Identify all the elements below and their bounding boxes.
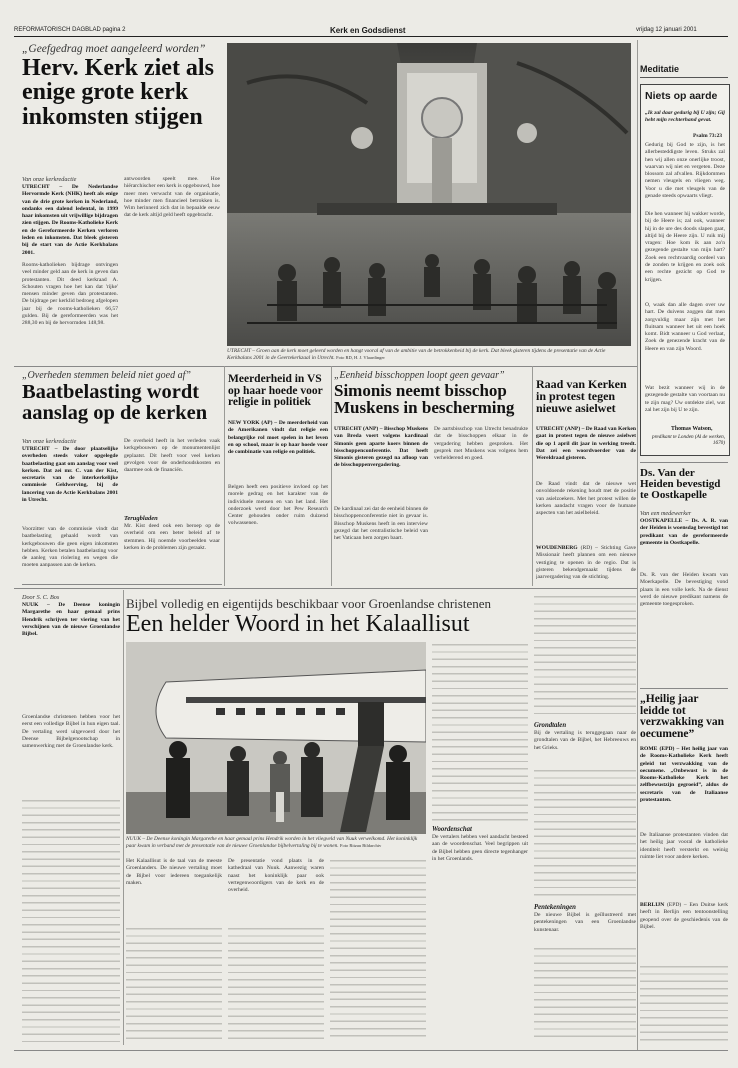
article3-lead: NEW YORK (AP) – De meerderheid van de Amerikanen vindt dat religie een belangrijke rol moet spelen in het leven en op school, maar is op haar hoede voor de combinatie van religie en politiek. [228,420,328,456]
article9-subhead-a: Woordenschat [432,826,472,833]
article6-byline: Van een medewerker [640,510,692,517]
article1-kicker: „Geefgedrag moet aangeleerd worden” [22,43,206,55]
meditatie-label: Meditatie [640,64,680,74]
article2-lead: UTRECHT – De door plaatselijke overheden steeds vaker opgelegde baatbelasting gaat om aanslag voor veel kerken. Dat zei mr. C. van der Kist, secretaris van de interkerkelijke commissie Geldwerving, bij de lancering van de Actie Kerkbalans 2001 in Utrecht. [22,446,118,504]
article2-body-b: De overheid heeft in het verleden vaak kerkgebouwen op de monumentenlijst geplaatst. Dit heeft voor veel kerken gevolgen voor de onderhoudskosten en daarmee ook de financiën. [124,438,220,474]
meditatie-author-note: predikant te Londen (Al de werken, 1670) [652,434,725,446]
church-interior-photo [227,43,631,346]
article2-bottom-rule [22,584,222,585]
article6-headline: Ds. Van der Heiden bevestigd te Oostkapelle [640,467,721,502]
article5-brief: WOUDENBERG (RD) – Stichting Gave Missionair heeft plannen om een nieuwe vestiging te openen in de regio. Dat is gisteren bekendgemaakt tijdens de jaarvergadering van de stichting. [536,545,636,581]
right-col-rule-2 [640,688,728,689]
article4-body-a: De kardinaal zei dat de eenheid binnen de bisschoppenconferentie niet in gevaar is. Bisschop Muskens heeft in een interview gezegd dat het centralistische beleid van het Vaticaan hem zorgen baart. [334,506,428,542]
article1-photo-caption: UTRECHT – Groen aan de kerk moet geleerd worden en hangt vooral af van de ambitie van de betrokkenheid bij de kerk. Dat bleek gisteren tijdens de presentatie van de Actie Kerkbalans 2001 in de Geertekerkzaal in Utrecht. Foto RD, H. J. Vlaardinger [227,348,606,361]
article3-body: Belgen heeft een positieve invloed op het morele gedrag en het karakter van de individuele mensen en van het land. Het onderzoek werd door het Pew Research Center gehouden onder ruim duizend volwassenen. [228,484,328,527]
article7-brief: BERLIJN (EPD) – Een Duitse kerk heeft in Berlijn een tentoonstelling geopend over de geschiedenis van de Bijbel. [640,902,728,930]
article7-body: De Italiaanse protestanten vinden dat het heilig jaar vooral de katholieke identiteit heeft versterkt en weinig ruimte liet voor andere kerken. [640,832,728,860]
article3-headline: Meerderheid in VS op haar hoede voor religie in politiek [228,373,323,409]
section-title: Kerk en Godsdienst [330,26,406,35]
article9-headline: Een helder Woord in het Kalaallisut [126,611,470,637]
airport-arrival-photo [126,642,426,834]
article2-body-c: Mr. Kist deed ook een beroep op de overheid om een beter beleid af te stemmen. Hij noemde voorbeelden waar kerken in de problemen zijn geraakt. [124,523,220,551]
article2-headline: Baatbelasting wordt aanslag op de kerken [22,381,208,424]
article2-byline: Van onze kerkredactie [22,438,77,445]
meditatie-par-3: O, waak dan alle dagen over uw hart. De duivens zoggen dat men zorgvuldig maar zijn met het fluitsam wanneer het uit een hoek komt. Bidt wanneer u God verlaat, Zoek de genezende kracht van de Heere en van zijn Woord. [645,302,725,352]
article7-lead: ROME (EPD) – Het heilig jaar van de Rooms-Katholieke Kerk heeft geleid tot verzwakking van de oecumene. „Onbewust is in de Rooms-Katholieke Kerk het zelfbewustzijn gegroeid”, aldus de secretaris van de Italiaanse protestanten. [640,746,728,804]
article9-col4-text [432,642,528,822]
article9-kicker: Bijbel volledig en eigentijds beschikbaar voor Groenlandse christenen [126,596,491,611]
column-divider [532,366,533,586]
airport-arrival-illustration [126,642,426,834]
column-divider [224,366,225,586]
article8-body: Groenlandse christenen hebben voor het eerst een volledige Bijbel in hun eigen taal. De vertaling werd uitgevoerd door het Deense Bijbelgenootschap in samenwerking met de Groenlandse kerk. [22,714,120,750]
article2-subhead: Terugbladen [124,515,158,522]
article9-subhead-b: Grondtalen [534,722,567,729]
article6-body: Ds. R. van der Heiden kwam van Moerkapelle. De bevestiging vond plaats in een volle kerk. Na de dienst werd de nieuwe predikant namens de gemeente toegesproken. [640,572,728,608]
article2-kicker: „Overheden stemmen beleid niet goed af” [22,370,191,381]
article9-body-a: Het Kalaallisut is de taal van de meeste Groenlanders. De nieuwe vertaling moet de Bijbel voor iedereen toegankelijk maken. [126,858,222,886]
article5-headline: Raad van Kerken in protest tegen nieuwe asielwet [536,377,627,416]
meditatie-author: Thomas Watson, [671,426,713,432]
article4-lead: UTRECHT (ANP) – Bisschop Muskens van Breda voert volgens kardinaal Simonis geen aparte koers binnen de bisschoppenconferentie. Dat heeft Simonis gisteren gezegd na afloop van de bisschoppenvergadering. [334,426,428,469]
header-rule [14,36,728,37]
article9-col5c-text [534,946,636,1042]
article9-subhead-c: Pentekeningen [534,904,576,911]
meditatie-par-4: Wat bezit wanneer wij in de gezegende gestalte van voortaan nu te zijn mag? Uw ontdekte ziel, wat zal het zijn bij U te zijn. [645,385,725,413]
article1-body-a: Rooms-katholieken bijdrage ontvingen veel minder geld aan de kerk in geven dan protestanten. Dit deed kerkraad A. Schouten vragen hoe het kan dat 'rijke' mensen minder geven dan protestanten. De bijdrage per kerklid bedroeg afgelopen jaar bij de rooms-katholieken 66,57 gulden. Bij de gereformeerden was het 288,30 en bij de hervormden 148,98. [22,262,118,327]
article8-continued-text [22,798,120,1042]
meditatie-ref: Psalm 73:23 [693,133,723,139]
article6-lead: OOSTKAPELLE – Ds. A. R. van der Heiden is woensdag bevestigd tot predikant van de gereformeerde gemeente in Oostkapelle. [640,518,728,546]
article4-headline: Simonis neemt bisschop Muskens in bescherming [334,381,515,418]
column-divider [331,366,332,586]
article8-byline: Door S. C. Bos [22,594,60,601]
article7-continued-text [640,964,728,1044]
row-divider [14,366,638,367]
meditatie-rule [640,77,728,78]
column-divider [637,40,638,1050]
article4-body-b: De aartsbisschop van Utrecht benadrukte dat de bisschoppen elkaar in de vergadering hebben gesproken. Het gesprek met Muskens was volgens hem verhelderend en goed. [434,426,528,462]
church-interior-illustration [227,43,631,346]
header-right: vrijdag 12 januari 2001 [636,27,697,33]
meditatie-quote: „Ik zal daar gedurig bij U zijn; Gij hebt mijn rechterhand gevat. [645,110,725,124]
article5-lead: UTRECHT (ANP) – De Raad van Kerken gaat in protest tegen de nieuwe asielwet die op 1 april dit jaar in werking treedt. Dat zei een woordvoerder van de Wereldraad gisteren. [536,426,636,462]
article4-kicker: „Eenheid bisschoppen loopt geen gevaar” [334,370,505,381]
article9-body-e: De nieuwe Bijbel is geïllustreerd met pentekeningen van een Groenlandse kunstenaar. [534,912,636,933]
article1-lead: UTRECHT – De Nederlandse Hervormde Kerk (NHK) heeft als enige van de drie grote kerken in Nederland, ondanks een dalend ledental, in 1999 haar inkomsten uit vrijwillige bijdragen zien stijgen. De Rooms-Katholieke Kerk en de Gereformeerde Kerken verloren leden en inkomsten. Dat bleek gisteren bij de start van de Actie Kerkbalans 2001. [22,184,118,256]
article9-photo-caption: NUUK – De Deense koningin Margarethe en haar gemaal prins Hendrik worden in het vliegveld van Nuuk verwelkomd. Het koninklijk paar kwam in verband met de presentatie van de nieuwe Groenlandse bijbelvertaling bij te wonen. Foto Ritzau Bildarchiv [126,836,418,849]
meditatie-title: Niets op aarde [645,90,718,102]
article9-body-d: Bij de vertaling is teruggegaan naar de grondtalen van de Bijbel, het Hebreeuws en het Grieks. [534,730,636,751]
article2-body-a: Voorzitter van de commissie vindt dat baatbelasting gehaald wordt van kerkgebouwen die geen eigen inkomsten hebben. Kerken betalen baatbelasting voor de aanleg van riolering en wegen die moeten aanpassen aan de kerken. [22,526,118,569]
article5-body: De Raad vindt dat de nieuwe wet onvoldoende rekening houdt met de positie van asielzoekers. Met het protest willen de kerken aandacht vragen voor de humane aspecten van het asielbeleid. [536,481,636,517]
article9-body-b: De presentatie vond plaats in de kathedraal van Nuuk. Aanwezig waren naast het koninklijk paar ook vertegenwoordigers van de kerk en de overheid. [228,858,324,894]
article9-col3-text [330,858,426,1042]
article9-col5-text [534,594,636,718]
bottom-row-divider [14,588,638,589]
right-col-rule-1 [640,462,728,463]
column-divider [123,590,124,1045]
article1-headline: Herv. Kerk ziet als enige grote kerk inkomsten stijgen [22,55,214,130]
article1-body-b: antwoorden speelt mee. Hoe hiërarchischer een kerk is opgebouwd, hoe meer men verwacht van de organisatie, hoe minder men financieel betrokken is. Wim herinnerd zich dat in bepaalde eeuw dat de kerk altijd geld heeft opgebracht. [124,176,220,219]
meditatie-par-1: Gedurig bij God te zijn, is het allerbesteddigste leven. Struks zal hen wij allen onze onerlijke troost, waarvan wij niet en vergeten. Deze blossom zal afvallen. Rijkdommen nemen vleugels en vliegen weg. Voor u die met vleugels van de genade steeds opwaarts vliegt. [645,142,725,200]
article9-col1-text [126,926,222,1042]
article8-lead: NUUK – De Deense koningin Margarethe en haar gemaal prins Hendrik schrijven ter viering van het verschijnen van de nieuwe Groenlandse Bijbel. [22,602,120,638]
header-left: REFORMATORISCH DAGBLAD pagina 2 [14,27,126,33]
article7-headline: „Heilig jaar leidde tot verzwakking van oecumene” [640,693,725,741]
page-bottom-rule [14,1050,728,1051]
article9-col2-text [228,926,324,1042]
meditatie-par-2: Die hen wanneer hij wakker worde, bij de Heere is; zal ook, wanneer hij in de ure des doods slapen gaat, altijd bij de Heere zijn. U ruik mij vragen: Hoe kom ik aan zo'n gezegende gestalte van mijn hart? Zoek een rechtvaardig oordeel van de zonden te krijgen en zoek ook een rechte gezicht op God te krijgen. [645,211,725,283]
article1-byline: Van onze kerkredactie [22,176,77,183]
article9-body-c: De vertalers hebben veel aandacht besteed aan de woordenschat. Veel begrippen uit de Bijbel hebben geen directe tegenhanger in het Groenlands. [432,834,528,862]
article9-col5b-text [534,768,636,898]
meditatie-box [640,84,730,456]
